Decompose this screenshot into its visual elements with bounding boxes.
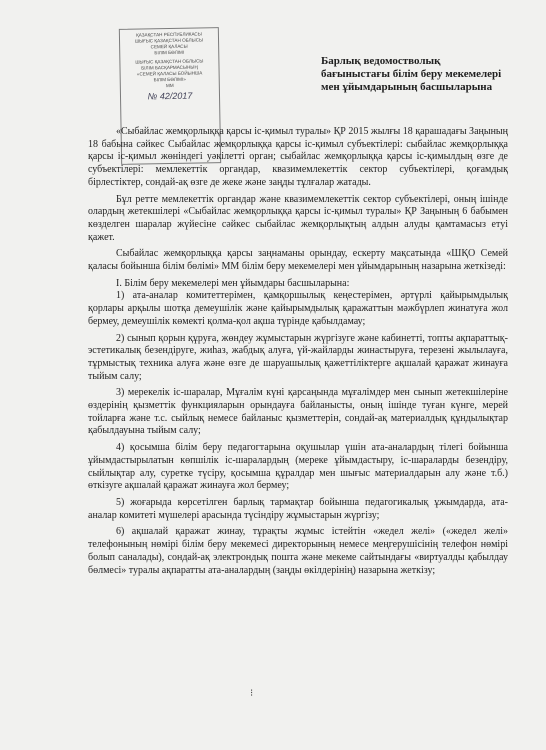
- list-item: 2) сынып қорын құруға, жөндеу жұмыстарын жүргізуге және кабинетті, топты ақпараттық-эстетикалық безендіруге, жиһаз, жабдық алуға, үй-жайларды жинастыруға, терезені жылылауға, тұрмыстық техника алуға және өзге де шаруашылық қажеттіліктерге ақшалай қаражат жинауға тыйым салу;: [88, 332, 508, 382]
- stamp-line: ҚАЗАҚСТАН РЕСПУБЛИКАСЫ: [136, 31, 202, 38]
- body-paragraph: «Сыбайлас жемқорлыққа қарсы іс-қимыл туралы» ҚР 2015 жылғы 18 қарашадағы Заңының 18 бабына сәйкес Сыбайлас жемқорлыққа қарсы іс-қимыл субъектілері: сыбайлас жемқорлыққа қарсы іс-қимыл жөніндегі уәкілетті орган; сыбайлас жемқорлыққа қарсы іс-қимылдың өзге де субъектілері: мемлекеттік органдар, квазимемлекеттік сектор субъектілері, қоғамдық бірлестіктер, сондай-ақ өзге де жеке және заңды тұлғалар жатады.: [88, 126, 508, 188]
- list-item: 4) қосымша білім беру педагогтарына оқушылар үшін ата-аналардың тілегі бойынша ұйымдастырылатын көпшілік іс-шаралардың (мереке ұйымдастыру, іс-шараларды безендіру, сыйлықтар алу, суретке түсіру, қосымша құралдар мен шығыс материалдарын алу және т.б.) өткізуге ақшалай қаражат жинауға жол бермеу;: [88, 442, 508, 492]
- stamp-line: БІЛІМ БӨЛІМІ»: [153, 76, 186, 83]
- body-paragraph: Сыбайлас жемқорлыққа қарсы заңнаманы орындау, ескерту мақсатында «ШҚО Семей қаласы бойынша білім бөлімі» ММ білім беру мекемелері мен ұйымдарының назарына жеткізеді:: [88, 248, 508, 273]
- stamp-line: «СЕМЕЙ ҚАЛАСЫ БОЙЫНША: [136, 70, 203, 77]
- addressee-block: Барлық ведомостволық бағыныстағы білім беру мекемелері мен ұйымдарының басшыларына: [321, 55, 502, 93]
- list-item: 5) жоғарыда көрсетілген барлық тармақтар бойынша педагогикалық ұжымдарда, ата-аналар комитеті мүшелері арасында түсіндіру жұмыстарын жүргізу;: [88, 496, 508, 521]
- list-item: 1) ата-аналар комитеттерімен, қамқоршылық кеңестерімен, әртүрлі қайырымдылық қорлары арқылы шотқа демеушілік және қайырымдылық қаражаттын мәжбүрлеп жинатуға жол бермеу, демеушілік көмекті қолма-қол ақша түрінде қабылдамау;: [88, 290, 508, 327]
- section-heading: І. Білім беру мекемелері мен ұйымдары басшыларына:: [116, 277, 350, 289]
- stamp-line: БІЛІМ БӨЛІМІ: [154, 49, 185, 56]
- stamp-line: ШЫҒЫС ҚАЗАҚСТАН ОБЛЫСЫ: [135, 58, 204, 65]
- list-item: 6) ақшалай қаражат жинау, тұрақты жұмыс істейтін «жедел желі» («жедел желі» телефонының нөмірі білім беру мекемесі директорының немесе меңгерушісінің телефон нөмірі болып саналады), сондай-ақ электрондық пошта және мекеме сайтындағы «виртуалды қабылдау бөлмесі» туралы ақпаратты ата-аналардың (заңды өкілдерінің) назарына жеткізу;: [88, 526, 508, 576]
- body-paragraph: Бұл ретте мемлекеттік органдар және квазимемлекеттік сектор субъектілері, оның ішінде олардың жетекшілері «Сыбайлас жемқорлыққа қарсы іс-қимыл туралы» ҚР Заңының 6 бабымен көзделген шаралар жүйесіне сәйкес сыбайлас жемқорлықтың алдын алуды қамтамасыз етуі қажет.: [88, 193, 508, 243]
- stamp-registration-number: № 42/2017: [147, 90, 193, 102]
- stamp-line: БІЛІМ БАСҚАРМАСЫНЫҢ: [141, 64, 198, 71]
- stamp-line: ММ: [165, 82, 174, 89]
- list-item: 3) мерекелік іс-шаралар, Мұғалім күні қарсаңында мұғалімдер мен сынып жетекшілеріне өздерінің қызметтік функцияларын орындауға байланысты, оның ішінде туған күнге, мерей тойларға және т.с. сыйлық немесе байланыс қызметтерін, сондай-ақ материалдық құндылықтар қабылдауына тыйым салу;: [88, 387, 508, 437]
- letter-body: [88, 126, 508, 577]
- stamp-line: ШЫҒЫС ҚАЗАҚСТАН ОБЛЫСЫ: [134, 37, 204, 44]
- stamp-line: СЕМЕЙ ҚАЛАСЫ: [150, 43, 188, 50]
- page-mark: ⁝: [250, 688, 254, 699]
